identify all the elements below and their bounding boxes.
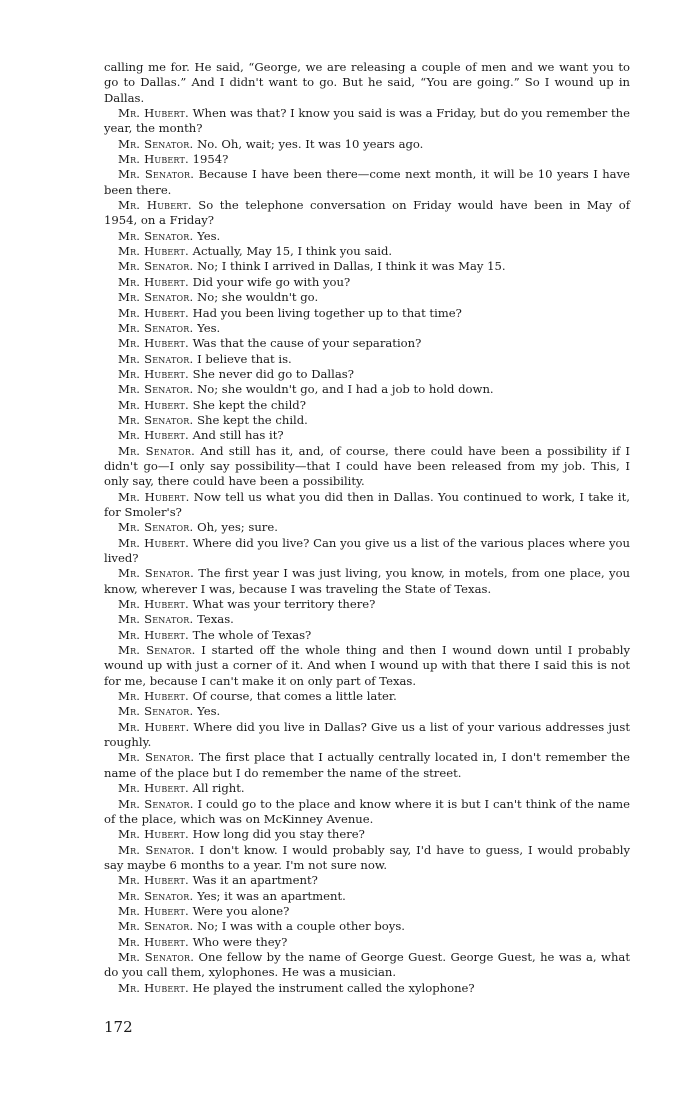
speaker-label: Mr. Hubert. xyxy=(118,903,189,918)
speaker-label: Mr. Senator. xyxy=(118,320,194,335)
speech-text: Had you been living together up to that time? xyxy=(192,305,462,320)
transcript-paragraph xyxy=(104,352,630,367)
speaker-label: Mr. Hubert. xyxy=(118,428,189,443)
speaker-label: Mr. Senator. xyxy=(118,612,194,627)
speech-text: How long did you stay there? xyxy=(192,827,365,842)
speaker-label: Mr. Hubert. xyxy=(118,152,189,167)
speaker-label: Mr. Senator. xyxy=(118,259,194,274)
speech-text: She never did go to Dallas? xyxy=(192,366,354,381)
speaker-label: Mr. Senator. xyxy=(118,228,194,243)
speaker-label: Mr. Senator. xyxy=(118,919,194,934)
transcript-paragraph xyxy=(104,367,630,382)
speaker-label: Mr. Senator. xyxy=(118,566,195,581)
speech-text: Who were they? xyxy=(192,934,288,949)
speaker-label: Mr. Hubert. xyxy=(118,597,189,612)
speech-text: I could go to the place and know where it is but I can't think of the name of the place, which was on McKinney Avenue. xyxy=(104,796,631,826)
transcript-paragraph xyxy=(104,520,630,535)
speaker-label: Mr. Hubert. xyxy=(118,689,189,704)
speaker-label: Mr. Senator. xyxy=(118,750,195,765)
speech-text: What was your territory there? xyxy=(192,597,376,612)
transcript-paragraph xyxy=(104,321,630,336)
transcript-paragraph xyxy=(104,336,630,351)
transcript-paragraph xyxy=(104,889,630,904)
transcript-paragraph xyxy=(104,259,630,274)
speech-text: I started off the whole thing and then I wound down until I probably wound up with just a corner of it. And when I wound up with that there I said this is not for me, because I can't make it on only part of Texas. xyxy=(104,643,630,688)
speaker-label: Mr. Senator. xyxy=(118,704,194,719)
speaker-label: Mr. Hubert. xyxy=(118,489,190,504)
transcript-paragraph xyxy=(104,843,630,874)
transcript-paragraph xyxy=(104,919,630,934)
speech-text: Yes. xyxy=(197,704,221,719)
transcript-paragraph xyxy=(104,428,630,443)
transcript-paragraph xyxy=(104,566,630,597)
transcript-paragraph xyxy=(104,689,630,704)
speech-text: Actually, May 15, I think you said. xyxy=(192,244,393,259)
transcript-paragraph xyxy=(104,306,630,321)
speech-text: Was that the cause of your separation? xyxy=(192,336,422,351)
transcript-paragraph xyxy=(104,720,630,751)
speech-text: Yes. xyxy=(197,320,221,335)
speaker-label: Mr. Hubert. xyxy=(118,274,189,289)
speaker-label: Mr. Hubert. xyxy=(118,366,189,381)
speaker-label: Mr. Hubert. xyxy=(118,198,192,213)
transcript-paragraph xyxy=(104,152,630,167)
transcript-paragraph xyxy=(104,382,630,397)
transcript-paragraph xyxy=(104,950,630,981)
page-number: 172 xyxy=(104,1018,133,1036)
transcript-paragraph xyxy=(104,643,630,689)
speech-text: And still has it, and, of course, there could have been a possibility if I didn't go—I only say possibility—that I could have been released from my job. This, I only say, there could have been a possibility. xyxy=(104,443,631,489)
speaker-label: Mr. Hubert. xyxy=(118,336,189,351)
transcript-body xyxy=(104,60,630,996)
speech-text: The first year I was just living, you know, in motels, from one place, you know, wherever I was, because I was traveling the State of Texas. xyxy=(104,566,631,596)
speaker-label: Mr. Senator. xyxy=(118,643,196,658)
transcript-paragraph xyxy=(104,628,630,643)
speaker-label: Mr. Hubert. xyxy=(118,244,189,259)
transcript-paragraph xyxy=(104,198,630,229)
transcript-paragraph xyxy=(104,981,630,996)
speaker-label: Mr. Senator. xyxy=(118,351,194,366)
speaker-label: Mr. Hubert. xyxy=(118,397,189,412)
transcript-paragraph xyxy=(104,873,630,888)
speech-text: And still has it? xyxy=(192,428,284,443)
transcript-paragraph xyxy=(104,597,630,612)
speaker-label: Mr. Hubert. xyxy=(118,980,189,995)
speaker-label: Mr. Hubert. xyxy=(118,535,190,550)
speech-text: I believe that is. xyxy=(197,351,292,366)
speech-text: The whole of Texas? xyxy=(192,627,312,642)
transcript-paragraph xyxy=(104,60,630,106)
transcript-paragraph xyxy=(104,229,630,244)
speaker-label: Mr. Senator. xyxy=(118,520,194,535)
speaker-label: Mr. Hubert. xyxy=(118,719,190,734)
speaker-label: Mr. Senator. xyxy=(118,136,194,151)
speech-text: calling me for. He said, “George, we are releasing a couple of men and we want you to go to Dallas.” And I didn't want to go. But he said, “You are going.” So I wound up in Dallas. xyxy=(104,60,630,105)
speaker-label: Mr. Hubert. xyxy=(118,827,189,842)
speech-text: Were you alone? xyxy=(192,903,290,918)
speech-text: No; she wouldn't go. xyxy=(197,290,319,305)
transcript-paragraph xyxy=(104,490,630,521)
transcript-paragraph xyxy=(104,413,630,428)
transcript-paragraph xyxy=(104,398,630,413)
transcript-paragraph xyxy=(104,536,630,567)
transcript-paragraph xyxy=(104,704,630,719)
transcript-paragraph xyxy=(104,275,630,290)
speech-text: 1954? xyxy=(192,152,229,167)
speech-text: I don't know. I would probably say, I'd have to guess, I would probably say maybe 6 months to a year. I'm not sure now. xyxy=(104,842,630,872)
transcript-paragraph xyxy=(104,797,630,828)
speech-text: She kept the child. xyxy=(197,412,308,427)
speech-text: Yes. xyxy=(197,228,221,243)
speaker-label: Mr. Senator. xyxy=(118,888,194,903)
speech-text: The first place that I actually centrally located in, I don't remember the name of the place but I do remember the name of the street. xyxy=(104,750,631,780)
transcript-paragraph xyxy=(104,167,630,198)
speech-text: One fellow by the name of George Guest. George Guest, he was a, what do you call them, xylophones. He was a musician. xyxy=(104,949,630,980)
transcript-paragraph xyxy=(104,827,630,842)
speech-text: Oh, yes; sure. xyxy=(197,520,278,535)
speech-text: He played the instrument called the xylophone? xyxy=(192,980,475,995)
transcript-paragraph xyxy=(104,935,630,950)
speaker-label: Mr. Senator. xyxy=(118,412,194,427)
speech-text: No; I was with a couple other boys. xyxy=(197,919,405,934)
speaker-label: Mr. Hubert. xyxy=(118,781,189,796)
speech-text: Where did you live in Dallas? Give us a list of your various addresses just roughly. xyxy=(104,719,630,750)
transcript-paragraph xyxy=(104,106,630,137)
speech-text: She kept the child? xyxy=(192,397,306,412)
speaker-label: Mr. Senator. xyxy=(118,796,194,811)
speech-text: Now tell us what you did then in Dallas. You continued to work, I take it, for Smoler's? xyxy=(104,489,630,519)
speech-text: Because I have been there—come next month, it will be 10 years I have been there. xyxy=(104,167,630,197)
transcript-paragraph xyxy=(104,244,630,259)
transcript-paragraph xyxy=(104,781,630,796)
speaker-label: Mr. Senator. xyxy=(118,167,195,182)
speaker-label: Mr. Hubert. xyxy=(118,305,189,320)
speech-text: No; I think I arrived in Dallas, I think it was May 15. xyxy=(197,259,506,274)
speaker-label: Mr. Senator. xyxy=(118,842,195,857)
speaker-label: Mr. Hubert. xyxy=(118,627,189,642)
speech-text: So the telephone conversation on Friday would have been in May of 1954, on a Friday? xyxy=(104,198,631,228)
speaker-label: Mr. Hubert. xyxy=(118,873,189,888)
speech-text: No. Oh, wait; yes. It was 10 years ago. xyxy=(197,136,424,151)
speech-text: All right. xyxy=(192,781,245,796)
speech-text: Texas. xyxy=(197,612,234,627)
speech-text: Where did you live? Can you give us a list of the various places where you lived? xyxy=(104,535,630,565)
transcript-paragraph xyxy=(104,750,630,781)
speaker-label: Mr. Senator. xyxy=(118,290,194,305)
speech-text: Was it an apartment? xyxy=(192,873,318,888)
speaker-label: Mr. Hubert. xyxy=(118,106,189,121)
speech-text: Of course, that comes a little later. xyxy=(192,689,397,704)
transcript-paragraph xyxy=(104,444,630,490)
transcript-paragraph xyxy=(104,137,630,152)
transcript-paragraph xyxy=(104,904,630,919)
speaker-label: Mr. Hubert. xyxy=(118,934,189,949)
speaker-label: Mr. Senator. xyxy=(118,949,195,964)
speech-text: Did your wife go with you? xyxy=(192,274,351,289)
speaker-label: Mr. Senator. xyxy=(118,382,194,397)
transcript-paragraph xyxy=(104,290,630,305)
speech-text: When was that? I know you said is was a Friday, but do you remember the year, the month? xyxy=(104,106,630,136)
speech-text: Yes; it was an apartment. xyxy=(197,888,346,903)
transcript-paragraph xyxy=(104,612,630,627)
speech-text: No; she wouldn't go, and I had a job to hold down. xyxy=(197,382,494,397)
speaker-label: Mr. Senator. xyxy=(118,443,195,458)
